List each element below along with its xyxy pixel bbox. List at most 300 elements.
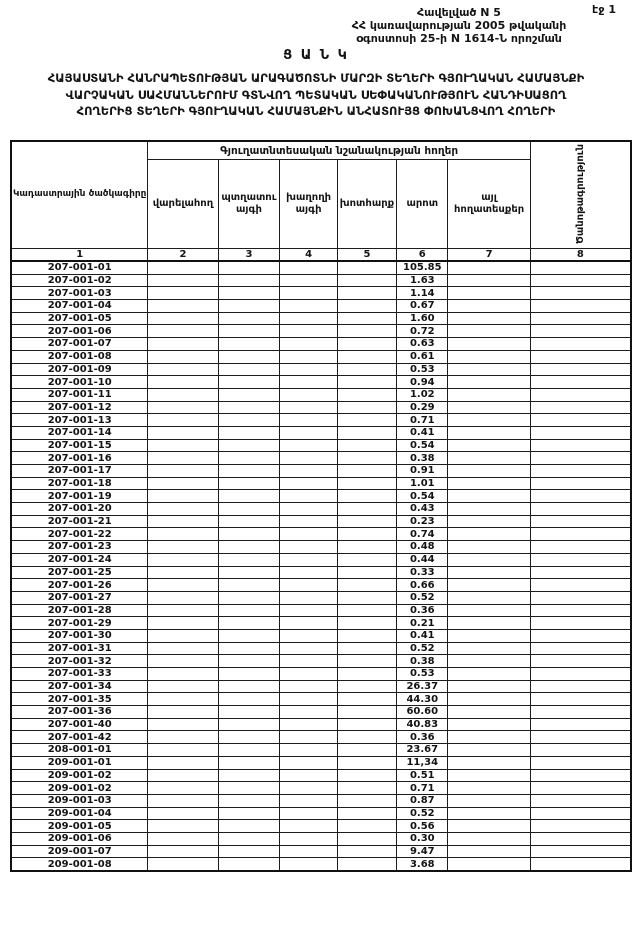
hayfield-cell — [337, 566, 396, 579]
vineyard-cell — [280, 439, 337, 452]
orchard-cell — [218, 312, 280, 325]
pasture-value-cell: 1.63 — [397, 274, 448, 287]
arable-cell — [148, 376, 218, 389]
vineyard-cell — [280, 503, 337, 516]
vineyard-cell — [280, 642, 337, 655]
note-cell — [530, 528, 631, 541]
vineyard-cell — [280, 401, 337, 414]
other-land-cell — [448, 363, 530, 376]
vineyard-cell — [280, 376, 337, 389]
hayfield-cell — [337, 553, 396, 566]
pasture-value-cell: 0.21 — [397, 617, 448, 630]
arable-cell — [148, 515, 218, 528]
orchard-cell — [218, 401, 280, 414]
orchard-cell — [218, 287, 280, 300]
col-num-3: 3 — [218, 249, 280, 262]
cadastral-code-cell: 207-001-42 — [11, 731, 148, 744]
vineyard-cell — [280, 541, 337, 554]
pasture-value-cell: 1.14 — [397, 287, 448, 300]
orchard-cell — [218, 465, 280, 478]
header-note-cell — [530, 141, 631, 249]
vineyard-cell — [280, 782, 337, 795]
pasture-value-cell: 0.56 — [397, 820, 448, 833]
pasture-value-cell: 0.74 — [397, 528, 448, 541]
vineyard-cell — [280, 591, 337, 604]
arable-cell — [148, 794, 218, 807]
cadastral-code-cell: 207-001-01 — [11, 261, 148, 274]
table-row — [11, 541, 631, 554]
table-row — [11, 528, 631, 541]
cadastral-code-cell: 207-001-03 — [11, 287, 148, 300]
vineyard-cell — [280, 731, 337, 744]
vineyard-cell — [280, 414, 337, 427]
orchard-cell — [218, 591, 280, 604]
pasture-value-cell: 1.01 — [397, 477, 448, 490]
cadastral-code-cell: 207-001-32 — [11, 655, 148, 668]
vineyard-cell — [280, 363, 337, 376]
arable-cell — [148, 668, 218, 681]
vineyard-cell — [280, 553, 337, 566]
vineyard-cell — [280, 832, 337, 845]
other-land-cell — [448, 744, 530, 757]
arable-cell — [148, 629, 218, 642]
other-land-cell — [448, 655, 530, 668]
cadastral-code-cell: 207-001-33 — [11, 668, 148, 681]
header-agricultural-group: Գյուղատնտեսական նշանակության հողեր — [148, 141, 530, 160]
note-cell — [530, 338, 631, 351]
pasture-value-cell: 1.02 — [397, 388, 448, 401]
cadastral-code-cell: 207-001-08 — [11, 350, 148, 363]
hayfield-cell — [337, 350, 396, 363]
table-row — [11, 579, 631, 592]
cadastral-code-cell: 207-001-12 — [11, 401, 148, 414]
hayfield-cell — [337, 439, 396, 452]
cadastral-code-cell: 207-001-07 — [11, 338, 148, 351]
table-row — [11, 325, 631, 338]
arable-cell — [148, 807, 218, 820]
table-row — [11, 515, 631, 528]
note-cell — [530, 439, 631, 452]
pasture-value-cell: 0.91 — [397, 465, 448, 478]
cadastral-code-cell: 209-001-03 — [11, 794, 148, 807]
table-row — [11, 490, 631, 503]
arable-cell — [148, 655, 218, 668]
pasture-value-cell: 0.72 — [397, 325, 448, 338]
pasture-value-cell: 0.36 — [397, 731, 448, 744]
header-note-rotated: Ծանոթագրություն — [574, 143, 586, 244]
cadastral-code-cell: 207-001-19 — [11, 490, 148, 503]
vineyard-cell — [280, 477, 337, 490]
appendix-line-2: ՀՀ կառավարության 2005 թվականի — [351, 18, 567, 32]
note-cell — [530, 794, 631, 807]
hayfield-cell — [337, 668, 396, 681]
arable-cell — [148, 452, 218, 465]
orchard-cell — [218, 680, 280, 693]
vineyard-cell — [280, 452, 337, 465]
note-cell — [530, 515, 631, 528]
vineyard-cell — [280, 769, 337, 782]
arable-cell — [148, 744, 218, 757]
hayfield-cell — [337, 706, 396, 719]
cadastral-code-cell: 209-001-05 — [11, 820, 148, 833]
table-row — [11, 363, 631, 376]
other-land-cell — [448, 274, 530, 287]
vineyard-cell — [280, 465, 337, 478]
cadastral-code-cell: 207-001-40 — [11, 718, 148, 731]
other-land-cell — [448, 338, 530, 351]
vineyard-cell — [280, 629, 337, 642]
note-cell — [530, 401, 631, 414]
hayfield-cell — [337, 617, 396, 630]
note-cell — [530, 503, 631, 516]
vineyard-cell — [280, 338, 337, 351]
orchard-cell — [218, 706, 280, 719]
cadastral-code-cell: 207-001-30 — [11, 629, 148, 642]
pasture-value-cell: 0.94 — [397, 376, 448, 389]
note-cell — [530, 452, 631, 465]
hayfield-cell — [337, 312, 396, 325]
note-cell — [530, 312, 631, 325]
table-row — [11, 401, 631, 414]
table-row — [11, 274, 631, 287]
hayfield-cell — [337, 465, 396, 478]
orchard-cell — [218, 414, 280, 427]
pasture-value-cell: 40.83 — [397, 718, 448, 731]
note-cell — [530, 465, 631, 478]
other-land-cell — [448, 769, 530, 782]
title-line-2: ՎԱՐՉԱԿԱՆ ՍԱՀՄԱՆՆԵՐՈՒՄ ԳՏՆՎՈՂ ՊԵՏԱԿԱՆ ՍԵՓԱԿԱՆՈՒԹՅՈՒՆ ՀԱՆԴԻՍԱՑՈՂ — [65, 87, 567, 102]
other-land-cell — [448, 414, 530, 427]
note-cell — [530, 832, 631, 845]
table-row — [11, 782, 631, 795]
orchard-cell — [218, 782, 280, 795]
pasture-value-cell: 0.38 — [397, 452, 448, 465]
arable-cell — [148, 338, 218, 351]
arable-cell — [148, 782, 218, 795]
hayfield-cell — [337, 490, 396, 503]
arable-cell — [148, 642, 218, 655]
vineyard-cell — [280, 515, 337, 528]
arable-cell — [148, 617, 218, 630]
table-row — [11, 756, 631, 769]
table-row — [11, 731, 631, 744]
pasture-value-cell: 0.53 — [397, 668, 448, 681]
table-row — [11, 642, 631, 655]
vineyard-cell — [280, 287, 337, 300]
arable-cell — [148, 363, 218, 376]
other-land-cell — [448, 604, 530, 617]
vineyard-cell — [280, 312, 337, 325]
hayfield-cell — [337, 794, 396, 807]
pasture-value-cell: 0.61 — [397, 350, 448, 363]
orchard-cell — [218, 604, 280, 617]
orchard-cell — [218, 629, 280, 642]
header-arable-land: վարելահող — [148, 160, 218, 249]
pasture-value-cell: 9.47 — [397, 845, 448, 858]
other-land-cell — [448, 553, 530, 566]
orchard-cell — [218, 261, 280, 274]
hayfield-cell — [337, 401, 396, 414]
table-row — [11, 655, 631, 668]
cadastral-code-cell: 209-001-02 — [11, 769, 148, 782]
arable-cell — [148, 756, 218, 769]
orchard-cell — [218, 832, 280, 845]
orchard-cell — [218, 426, 280, 439]
table-row — [11, 718, 631, 731]
note-cell — [530, 376, 631, 389]
other-land-cell — [448, 832, 530, 845]
col-num-6: 6 — [397, 249, 448, 262]
other-land-cell — [448, 528, 530, 541]
cadastral-code-cell: 209-001-04 — [11, 807, 148, 820]
table-row — [11, 744, 631, 757]
arable-cell — [148, 477, 218, 490]
vineyard-cell — [280, 274, 337, 287]
arable-cell — [148, 287, 218, 300]
pasture-value-cell: 0.48 — [397, 541, 448, 554]
vineyard-cell — [280, 426, 337, 439]
arable-cell — [148, 604, 218, 617]
arable-cell — [148, 579, 218, 592]
orchard-cell — [218, 274, 280, 287]
pasture-value-cell: 0.71 — [397, 414, 448, 427]
note-cell — [530, 642, 631, 655]
pasture-value-cell: 0.87 — [397, 794, 448, 807]
header-pasture: արոտ — [397, 160, 448, 249]
arable-cell — [148, 300, 218, 313]
arable-cell — [148, 591, 218, 604]
cadastral-code-cell: 207-001-27 — [11, 591, 148, 604]
note-cell — [530, 807, 631, 820]
note-cell — [530, 680, 631, 693]
other-land-cell — [448, 388, 530, 401]
arable-cell — [148, 845, 218, 858]
cadastral-code-cell: 207-001-11 — [11, 388, 148, 401]
other-land-cell — [448, 820, 530, 833]
table-row — [11, 388, 631, 401]
pasture-value-cell: 0.36 — [397, 604, 448, 617]
hayfield-cell — [337, 807, 396, 820]
col-num-1: 1 — [11, 249, 148, 262]
cadastral-code-cell: 207-001-35 — [11, 693, 148, 706]
table-row — [11, 376, 631, 389]
hayfield-cell — [337, 528, 396, 541]
pasture-value-cell: 0.41 — [397, 426, 448, 439]
hayfield-cell — [337, 376, 396, 389]
orchard-cell — [218, 388, 280, 401]
hayfield-cell — [337, 541, 396, 554]
col-num-4: 4 — [280, 249, 337, 262]
table-row — [11, 794, 631, 807]
hayfield-cell — [337, 426, 396, 439]
note-cell — [530, 591, 631, 604]
pasture-value-cell: 1.60 — [397, 312, 448, 325]
orchard-cell — [218, 553, 280, 566]
header-hayfield: խոտհարք — [337, 160, 396, 249]
other-land-cell — [448, 490, 530, 503]
arable-cell — [148, 325, 218, 338]
hayfield-cell — [337, 515, 396, 528]
arable-cell — [148, 312, 218, 325]
orchard-cell — [218, 668, 280, 681]
cadastral-code-cell: 207-001-15 — [11, 439, 148, 452]
vineyard-cell — [280, 807, 337, 820]
hayfield-cell — [337, 261, 396, 274]
cadastral-code-cell: 207-001-17 — [11, 465, 148, 478]
note-cell — [530, 858, 631, 871]
vineyard-cell — [280, 655, 337, 668]
col-num-5: 5 — [337, 249, 396, 262]
orchard-cell — [218, 655, 280, 668]
orchard-cell — [218, 439, 280, 452]
note-cell — [530, 363, 631, 376]
note-cell — [530, 325, 631, 338]
pasture-value-cell: 44.30 — [397, 693, 448, 706]
note-cell — [530, 300, 631, 313]
cadastral-code-cell: 207-001-22 — [11, 528, 148, 541]
table-row — [11, 706, 631, 719]
arable-cell — [148, 718, 218, 731]
cadastral-code-cell: 207-001-16 — [11, 452, 148, 465]
table-row — [11, 350, 631, 363]
hayfield-cell — [337, 287, 396, 300]
arable-cell — [148, 820, 218, 833]
pasture-value-cell: 0.44 — [397, 553, 448, 566]
cadastral-code-cell: 207-001-25 — [11, 566, 148, 579]
note-cell — [530, 388, 631, 401]
arable-cell — [148, 693, 218, 706]
cadastral-code-cell: 207-001-06 — [11, 325, 148, 338]
vineyard-cell — [280, 706, 337, 719]
other-land-cell — [448, 477, 530, 490]
table-row — [11, 553, 631, 566]
orchard-cell — [218, 820, 280, 833]
note-cell — [530, 769, 631, 782]
orchard-cell — [218, 376, 280, 389]
arable-cell — [148, 769, 218, 782]
hayfield-cell — [337, 579, 396, 592]
other-land-cell — [448, 566, 530, 579]
hayfield-cell — [337, 414, 396, 427]
orchard-cell — [218, 718, 280, 731]
hayfield-cell — [337, 452, 396, 465]
table-row — [11, 503, 631, 516]
hayfield-cell — [337, 680, 396, 693]
hayfield-cell — [337, 363, 396, 376]
appendix-line-3: օգոստոսի 25-ի N 1614-Ն որոշման — [356, 31, 562, 45]
orchard-cell — [218, 794, 280, 807]
table-row — [11, 591, 631, 604]
vineyard-cell — [280, 794, 337, 807]
hayfield-cell — [337, 503, 396, 516]
note-cell — [530, 414, 631, 427]
pasture-value-cell: 60.60 — [397, 706, 448, 719]
note-cell — [530, 490, 631, 503]
cadastral-code-cell: 207-001-21 — [11, 515, 148, 528]
header-vineyard: խաղողի այգի — [280, 160, 337, 249]
page-number: էջ 1 — [592, 3, 616, 16]
note-cell — [530, 426, 631, 439]
col-num-8: 8 — [530, 249, 631, 262]
other-land-cell — [448, 782, 530, 795]
note-cell — [530, 655, 631, 668]
arable-cell — [148, 528, 218, 541]
hayfield-cell — [337, 731, 396, 744]
header-other-land-types: այլ հողատեսքեր — [448, 160, 530, 249]
arable-cell — [148, 350, 218, 363]
orchard-cell — [218, 579, 280, 592]
table-row — [11, 566, 631, 579]
orchard-cell — [218, 528, 280, 541]
other-land-cell — [448, 756, 530, 769]
vineyard-cell — [280, 668, 337, 681]
note-cell — [530, 629, 631, 642]
other-land-cell — [448, 794, 530, 807]
hayfield-cell — [337, 300, 396, 313]
arable-cell — [148, 731, 218, 744]
pasture-value-cell: 0.38 — [397, 655, 448, 668]
other-land-cell — [448, 439, 530, 452]
other-land-cell — [448, 591, 530, 604]
table-row — [11, 426, 631, 439]
cadastral-code-cell: 209-001-07 — [11, 845, 148, 858]
table-row — [11, 338, 631, 351]
arable-cell — [148, 274, 218, 287]
other-land-cell — [448, 706, 530, 719]
title-line-3: ՀՈՂԵՐԻՑ ՏԵՂԵՐԻ ԳՅՈՒՂԱԿԱՆ ՀԱՄԱՅՆՔԻՆ ԱՆՀԱՏՈՒՅՑ ՓՈԽԱՆՑՎՈՂ ՀՈՂԵՐԻ — [76, 104, 556, 119]
pasture-value-cell: 11,34 — [397, 756, 448, 769]
pasture-value-cell: 3.68 — [397, 858, 448, 871]
other-land-cell — [448, 300, 530, 313]
table-row — [11, 452, 631, 465]
cadastral-code-cell: 207-001-28 — [11, 604, 148, 617]
pasture-value-cell: 23.67 — [397, 744, 448, 757]
orchard-cell — [218, 503, 280, 516]
cadastral-code-cell: 207-001-18 — [11, 477, 148, 490]
vineyard-cell — [280, 845, 337, 858]
cadastral-code-cell: 207-001-36 — [11, 706, 148, 719]
table-row — [11, 617, 631, 630]
hayfield-cell — [337, 338, 396, 351]
cadastral-code-cell: 207-001-10 — [11, 376, 148, 389]
orchard-cell — [218, 693, 280, 706]
hayfield-cell — [337, 655, 396, 668]
vineyard-cell — [280, 579, 337, 592]
table-body — [11, 261, 631, 871]
arable-cell — [148, 680, 218, 693]
other-land-cell — [448, 465, 530, 478]
header-fruit-orchard: պտղատու այգի — [218, 160, 280, 249]
hayfield-cell — [337, 832, 396, 845]
note-cell — [530, 617, 631, 630]
cadastral-code-cell: 207-001-34 — [11, 680, 148, 693]
orchard-cell — [218, 731, 280, 744]
vineyard-cell — [280, 528, 337, 541]
other-land-cell — [448, 629, 530, 642]
other-land-cell — [448, 693, 530, 706]
orchard-cell — [218, 515, 280, 528]
other-land-cell — [448, 541, 530, 554]
pasture-value-cell: 0.52 — [397, 807, 448, 820]
cadastral-code-cell: 207-001-09 — [11, 363, 148, 376]
other-land-cell — [448, 261, 530, 274]
orchard-cell — [218, 350, 280, 363]
cadastral-code-cell: 209-001-06 — [11, 832, 148, 845]
vineyard-cell — [280, 744, 337, 757]
cadastral-code-cell: 207-001-29 — [11, 617, 148, 630]
cadastral-code-cell: 207-001-13 — [11, 414, 148, 427]
column-number-row — [11, 249, 631, 262]
